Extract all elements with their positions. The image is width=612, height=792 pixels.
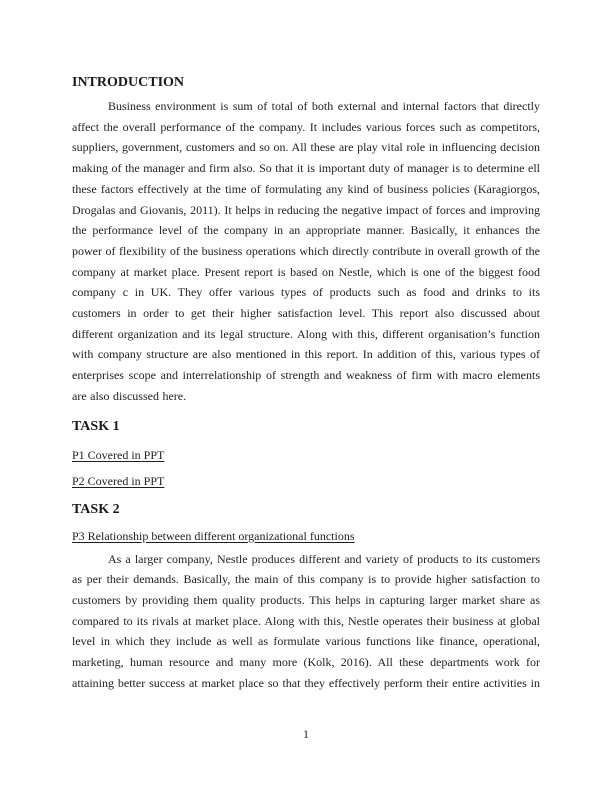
heading-task-1: TASK 1 bbox=[72, 418, 120, 434]
subheading-p2-covered-in-ppt: P2 Covered in PPT bbox=[72, 473, 165, 488]
paragraph-introduction: Business environment is sum of total of both external and internal factors that directly affect the overall performance of the company. It includes various forces such as competitors, suppliers, government, customers and so on. All these are play vital role in influencing decision making of the manager and firm also. So that it is important duty of manager is to determine ell these factors effectively at the time of formulating any kind of business policies (Karagiorgos, Drogalas and Giovanis, 2011). It helps in reducing the negative impact of forces and improving the performance level of the company in an appropriate manner. Basically, it enhances the power of flexibility of the business operations which directly contribute in overall growth of the company at market place. Present report is based on Nestle, which is one of the biggest food company c in UK. They offer various types of products such as food and drinks to its customers in order to get their higher satisfaction level. This report also discussed about different organization and its legal structure. Along with this, different organisation’s function with company structure are also mentioned in this report. In addition of this, various types of enterprises scope and interrelationship of strength and weakness of firm with macro elements are also discussed here. bbox=[72, 99, 540, 403]
subheading-p1-covered-in-ppt: P1 Covered in PPT bbox=[72, 447, 165, 462]
heading-task-2: TASK 2 bbox=[72, 501, 120, 517]
page-number: 1 bbox=[303, 727, 309, 741]
heading-introduction: INTRODUCTION bbox=[72, 75, 185, 90]
paragraph-task-2: As a larger company, Nestle produces different and variety of products to its customers as per their demands. Basically, the main of this company is to provide higher satisfaction to customers by providing them quality products. This helps in capturing larger market share as compared to its rivals at market place. Along with this, Nestle operates their business at global level in which they include as well as formulate various functions like finance, operational, marketing, human resource and many more (Kolk, 2016). All these departments work for attaining better success at market place so that they effectively perform their entire activities in bbox=[72, 551, 540, 690]
subheading-p3-relationship: P3 Relationship between different organizational functions bbox=[72, 528, 355, 543]
